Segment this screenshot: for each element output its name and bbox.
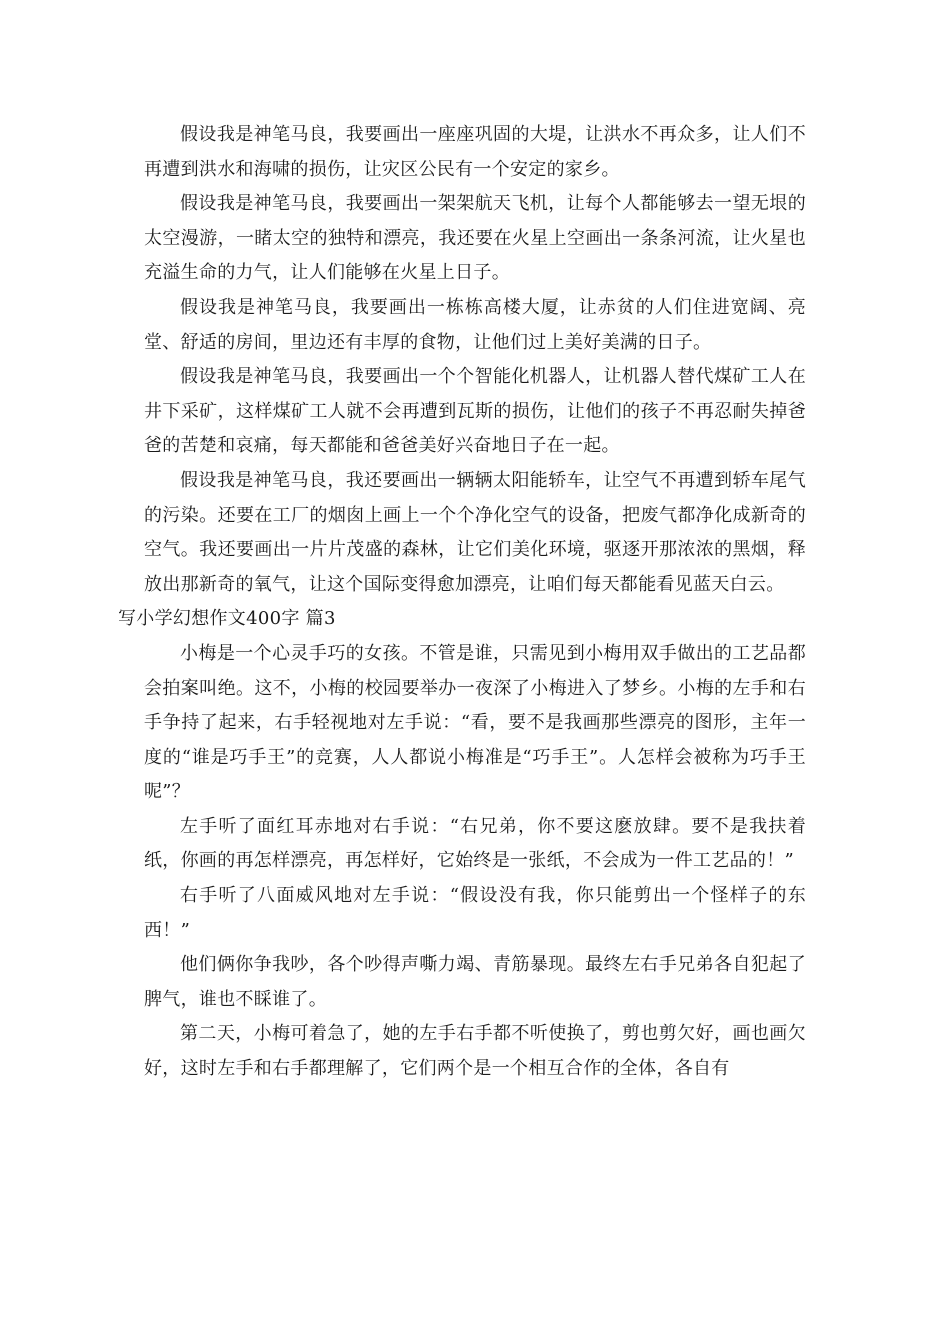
paragraph: 第二天，小梅可着急了，她的左手右手都不听使换了，剪也剪欠好，画也画欠好，这时左手和右手都理解了，它们两个是一个相互合作的全体，各自有 — [144, 1023, 806, 1080]
paragraph: 他们俩你争我吵，各个吵得声嘶力竭、青筋暴现。最终左右手兄弟各自犯起了脾气，谁也不睬谁了。 — [144, 954, 806, 1010]
section-heading: 写小学幻想作文400字 篇3 — [118, 608, 336, 630]
paragraph: 假设我是神笔马良，我要画出一座座巩固的大堤，让洪水不再众多，让人们不再遭到洪水和海啸的损伤，让灾区公民有一个安定的家乡。 — [144, 124, 806, 180]
paragraph: 左手听了面红耳赤地对右手说：“右兄弟，你不要这麽放肆。要不是我扶着纸，你画的再怎样漂亮，再怎样好，它始终是一张纸，不会成为一件工艺品的！” — [144, 815, 806, 872]
paragraph: 右手听了八面威风地对左手说：“假设没有我，你只能剪出一个怪样子的东西！” — [144, 885, 806, 941]
paragraph: 假设我是神笔马良，我还要画出一辆辆太阳能轿车，让空气不再遭到轿车尾气的污染。还要在工厂的烟囱上画上一个个净化空气的设备，把废气都净化成新奇的空气。我还要画出一片片茂盛的森林，让它们美化环境，驱逐开那浓浓的黑烟，释放出那新奇的氧气，让这个国际变得愈加漂亮，让咱们每天都能看见蓝天白云。 — [144, 469, 806, 595]
document-body — [118, 118, 806, 1087]
paragraph: 小梅是一个心灵手巧的女孩。不管是谁，只需见到小梅用双手做出的工艺品都会拍案叫绝。这不，小梅的校园要举办一夜深了小梅进入了梦乡。小梅的左手和右手争持了起来，右手轻视地对左手说：“看，要不是我画那些漂亮的图形，主年一度的“谁是巧手王”的竞赛，人人都说小梅准是“巧手王”。人怎样会被称为巧手王呢”？ — [144, 642, 806, 803]
paragraph: 假设我是神笔马良，我要画出一栋栋高楼大厦，让赤贫的人们住进宽阔、亮堂、舒适的房间，里边还有丰厚的食物，让他们过上美好美满的日子。 — [144, 296, 806, 353]
paragraph: 假设我是神笔马良，我要画出一架架航天飞机，让每个人都能够去一望无垠的太空漫游，一睹太空的独特和漂亮，我还要在火星上空画出一条条河流，让火星也充溢生命的力气，让人们能够在火星上日子。 — [144, 193, 806, 284]
paragraph: 假设我是神笔马良，我要画出一个个智能化机器人，让机器人替代煤矿工人在井下采矿，这样煤矿工人就不会再遭到瓦斯的损伤，让他们的孩子不再忍耐失掉爸爸的苦楚和哀痛，每天都能和爸爸美好兴奋地日子在一起。 — [144, 366, 806, 457]
